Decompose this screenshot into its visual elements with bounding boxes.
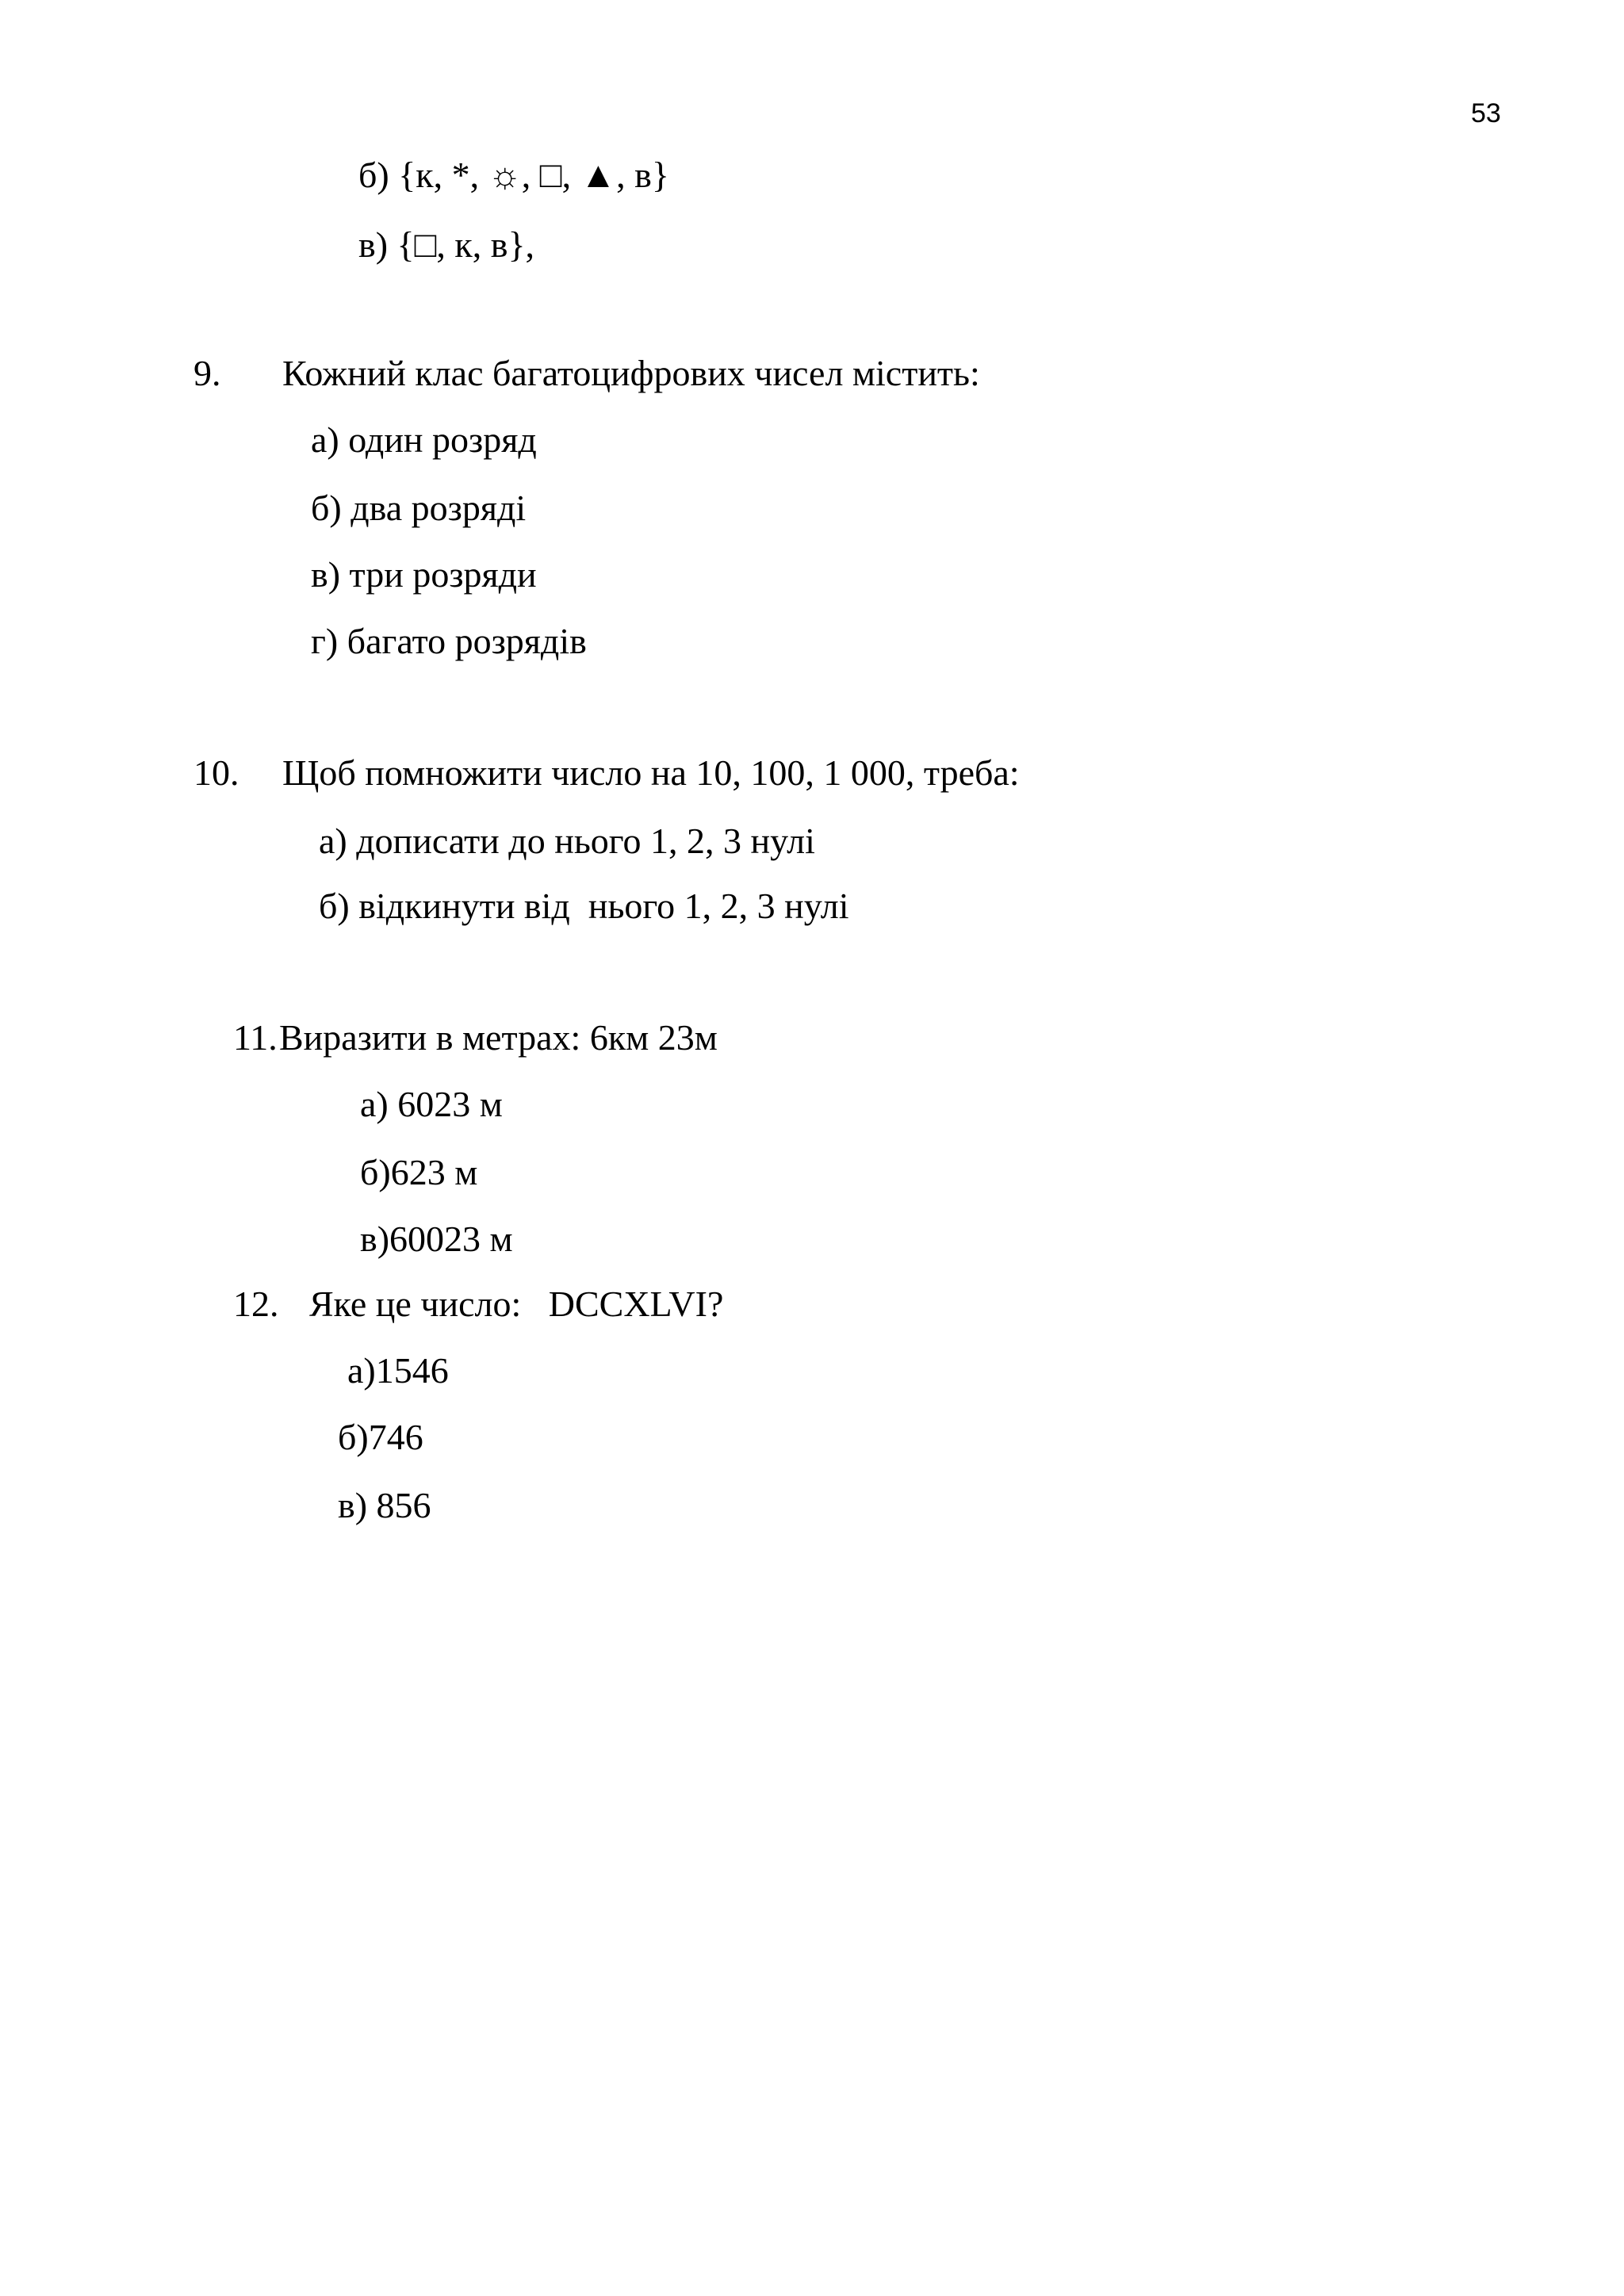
prev-question-option-b: б) {к, *, ☼, □, ▲, в} [358,155,669,195]
question-10-option-b: б) відкинути від нього 1, 2, 3 нулі [319,886,849,926]
question-11-text: Виразити в метрах: 6км 23м [279,1017,718,1058]
question-12-option-a: а)1546 [347,1350,449,1391]
prev-question-option-c: в) {□, к, в}, [358,224,535,265]
question-12-number: 12. [233,1284,279,1324]
question-12-option-c: в) 856 [338,1485,431,1525]
question-11-option-a: а) 6023 м [360,1084,503,1124]
question-9-option-b: б) два розряді [311,488,527,528]
question-11-number: 11. [233,1017,278,1058]
question-9-text: Кожний клас багатоцифрових чисел містить: [282,353,980,393]
question-11-option-b: б)623 м [360,1152,478,1192]
question-10-number: 10. [193,752,239,793]
question-12-option-b: б)746 [338,1417,423,1457]
question-11-option-c: в)60023 м [360,1219,513,1259]
question-12-text: Яке це число: DCCXLVI? [309,1284,724,1324]
question-9-option-c: в) три розряди [311,554,537,595]
question-10-option-a: а) дописати до нього 1, 2, 3 нулі [319,821,815,861]
question-10-text: Щоб помножити число на 10, 100, 1 000, треба: [282,752,1020,793]
question-9-option-a: а) один розряд [311,419,537,460]
question-9-option-d: г) багато розрядів [311,621,587,661]
question-9-number: 9. [193,353,221,393]
page-number: 53 [1471,98,1501,128]
